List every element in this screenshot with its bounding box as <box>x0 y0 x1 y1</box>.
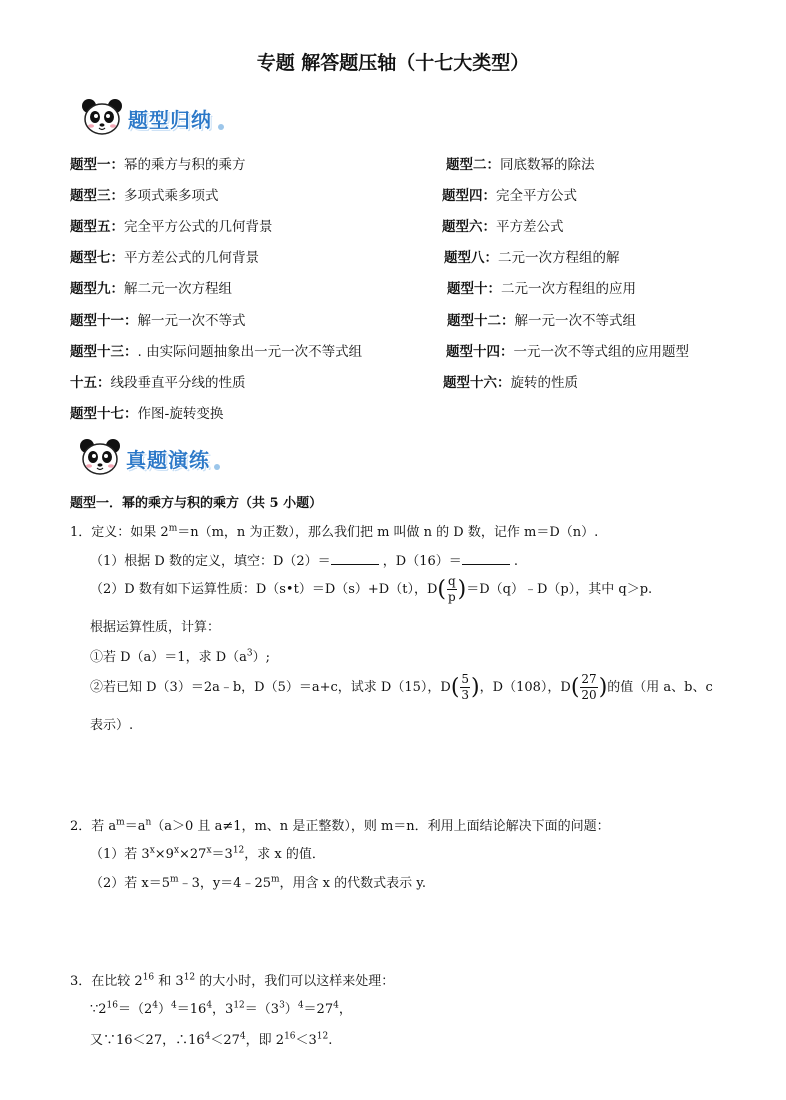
section-heading: 题型一．幂的乘方与积的乘方（共 5 小题） <box>70 496 323 511</box>
q1-part1: （1）根据 D 数的定义，填空：D（2）＝ ，D（16）＝ . <box>90 554 519 569</box>
q2-part2: （2）若 $x=5^m﹣3$，$y=4﹣25^m$，用含 x 的代数式表示 y. <box>90 874 427 891</box>
panda-icon <box>78 436 122 480</box>
category-right-5: 题型十：二元一次方程组的应用 <box>447 281 636 297</box>
category-left-7: 题型十三：. 由实际问题抽象出一元一次不等式组 <box>70 344 363 360</box>
category-left-5: 题型九：解二元一次方程组 <box>70 281 232 297</box>
category-right-4: 题型八：二元一次方程组的解 <box>444 250 620 266</box>
summary-banner-label: 题型归纳 <box>128 108 212 132</box>
q2-stem: 2．若 $a^m=a^n(a>0$ 且 a≠1，m、n 是正整数），则 m＝n．利用上面结论解决下面的问题： <box>70 817 610 834</box>
q3-stem: 3．在比较 $2^{16}$ 和 $3^{12}$ 的大小时，我们可以这样来处理： <box>70 972 395 989</box>
category-right-7: 题型十四：一元一次不等式组的应用题型 <box>446 344 689 360</box>
q1-instruction: 根据运算性质，计算： <box>90 620 221 635</box>
banner-dot <box>218 124 224 130</box>
practice-banner <box>78 436 238 480</box>
practice-banner-label: 真题演练 <box>126 448 210 472</box>
category-right-8: 题型十六：旋转的性质 <box>443 375 578 391</box>
answer-blank[interactable] <box>331 552 379 565</box>
category-left-3: 题型五：完全平方公式的几何背景 <box>70 219 273 235</box>
category-left-8: 十五：线段垂直平分线的性质 <box>70 375 246 391</box>
q3-line1: $\because 2^{16}=(2^4)^4=16^4$，$3^{12}=(3^3)^4=27^4$， <box>90 1000 352 1017</box>
fraction: $\frac{5}{3}$ <box>461 672 470 702</box>
q1-part2: （2）D 数有如下运算性质：D（s•t）＝D（s）+D（t），D( $\frac{q}{p}$ )＝D（q）﹣D（p），其中 q＞p. <box>90 574 653 604</box>
panda-icon <box>80 96 124 140</box>
q1-sub2: ②若已知 D（3）＝2a﹣b，D（5）＝a+c，试求 D（15），D( $\frac{5}{3}$ )，D（108），D( $\frac{27}{20}$ )的值（用 a、b、c <box>90 672 713 702</box>
q1-sub2-end: 表示）. <box>90 718 134 733</box>
summary-banner <box>80 96 240 140</box>
q1-stem: 1．定义：如果 $2^m=n(m$，n 为正数），那么我们把 m 叫做 n 的 D 数，记作 m＝D（n）. <box>70 523 599 540</box>
category-right-6: 题型十二：解一元一次不等式组 <box>447 313 636 329</box>
category-left-2: 题型三：多项式乘多项式 <box>70 188 219 204</box>
category-left-6: 题型十一：解一元一次不等式 <box>70 313 246 329</box>
fraction: $\frac{27}{20}$ <box>581 672 597 702</box>
q2-part1: （1）若 $3^x\times 9^x\times 27^x=3^{12}$，求 x 的值． <box>90 845 325 862</box>
banner-dot <box>214 464 220 470</box>
category-right-1: 题型二：同底数幂的除法 <box>446 157 595 173</box>
q3-line2: 又∵16＜27，$\therefore 16^4<27^4$，即 $2^{16}<3^{12}$. <box>90 1031 333 1048</box>
page-title: 专题 解答题压轴（十七大类型） <box>256 52 530 74</box>
category-left-9: 题型十七：作图-旋转变换 <box>70 406 224 422</box>
category-right-3: 题型六：平方差公式 <box>442 219 564 235</box>
category-left-1: 题型一：幂的乘方与积的乘方 <box>70 157 246 173</box>
q1-sub1: ①若 D（a）＝1，求 $D(a^3)$; <box>90 648 271 665</box>
category-right-2: 题型四：完全平方公式 <box>442 188 577 204</box>
fraction: $\frac{q}{p}$ <box>447 574 456 604</box>
category-left-4: 题型七：平方差公式的几何背景 <box>70 250 259 266</box>
answer-blank[interactable] <box>462 552 510 565</box>
